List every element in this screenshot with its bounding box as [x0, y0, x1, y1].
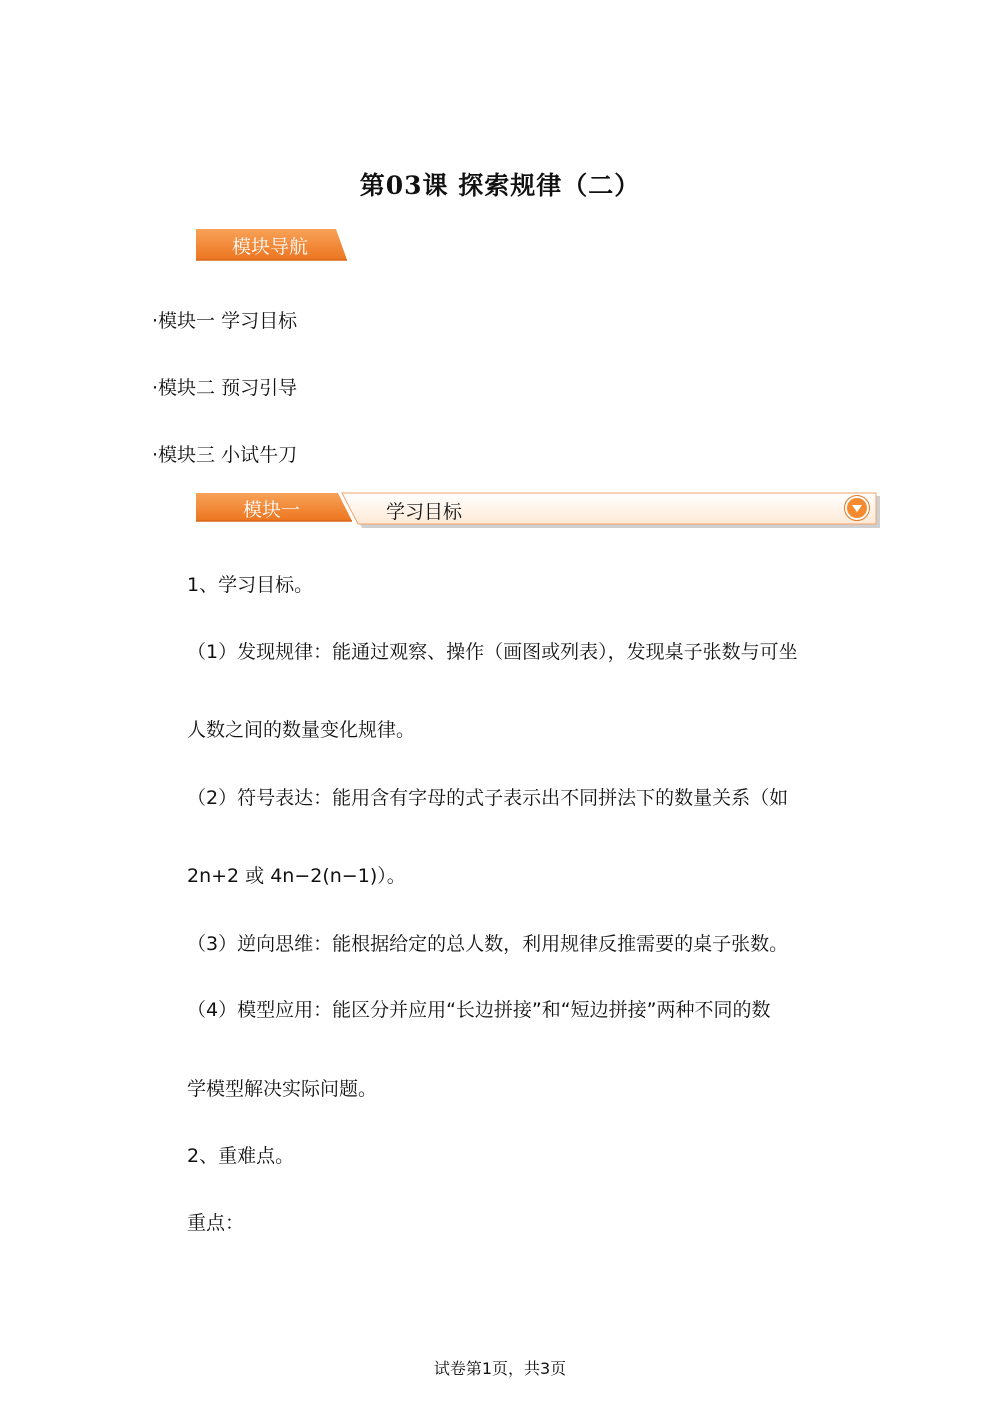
- module-tab-label: 模块一: [243, 499, 301, 521]
- objective-4-line-2: 学模型解决实际问题。: [187, 1078, 378, 1100]
- section-2-heading: 2、重难点。: [187, 1145, 295, 1167]
- section-1-heading: 1、学习目标。: [187, 574, 314, 596]
- module-1-header: [196, 492, 882, 532]
- nav-item-module-1[interactable]: ·模块一 学习目标: [152, 310, 298, 332]
- objective-2-line-2: 2n+2 或 4n−2(n−1)）。: [187, 865, 406, 887]
- objective-1-line-1: （1）发现规律：能通过观察、操作（画图或列表），发现桌子张数与可坐: [187, 641, 798, 663]
- nav-item-module-2[interactable]: ·模块二 预习引导: [152, 377, 298, 399]
- module-navigation-tab: [196, 229, 348, 261]
- module-title: 学习目标: [386, 501, 463, 523]
- page-footer: 试卷第1页，共3页: [433, 1359, 567, 1378]
- nav-item-module-3[interactable]: ·模块三 小试牛刀: [152, 444, 298, 466]
- chevron-down-icon[interactable]: [844, 495, 870, 521]
- objective-2-line-1: （2）符号表达：能用含有字母的式子表示出不同拼法下的数量关系（如: [187, 787, 789, 809]
- objective-1-line-2: 人数之间的数量变化规律。: [187, 719, 416, 741]
- nav-tab-label: 模块导航: [232, 236, 309, 258]
- page-title: 第03课 探索规律（二）: [359, 171, 641, 200]
- key-points-label: 重点：: [187, 1212, 245, 1234]
- objective-4-line-1: （4）模型应用：能区分并应用“长边拼接”和“短边拼接”两种不同的数: [187, 999, 771, 1021]
- objective-3: （3）逆向思维：能根据给定的总人数，利用规律反推需要的桌子张数。: [187, 933, 789, 955]
